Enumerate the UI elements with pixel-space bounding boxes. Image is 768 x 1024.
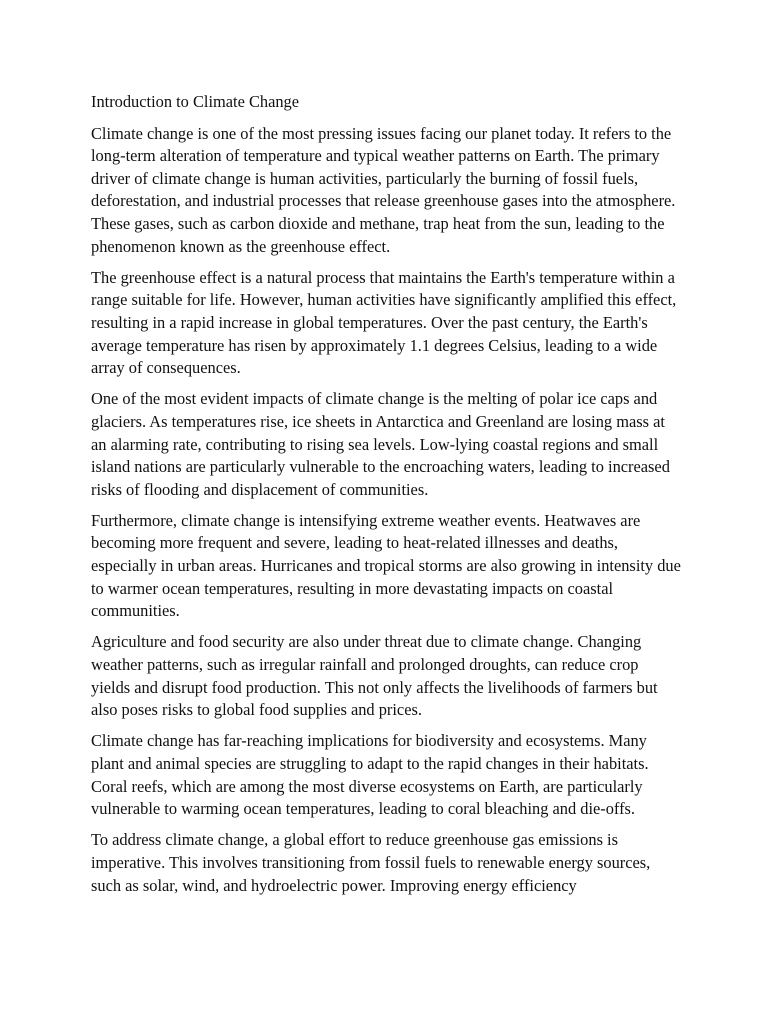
document-body bbox=[91, 91, 681, 906]
paragraph-1: Climate change is one of the most pressing issues facing our planet today. It refers to the long-term alteration of temperature and typical weather patterns on Earth. The primary driver of climate change is human activities, particularly the burning of fossil fuels, deforestation, and industrial processes that release greenhouse gases into the atmosphere. These gases, such as carbon dioxide and methane, trap heat from the sun, leading to the phenomenon known as the greenhouse effect. bbox=[91, 123, 676, 256]
paragraph-3: One of the most evident impacts of climate change is the melting of polar ice caps and glaciers. As temperatures rise, ice sheets in Antarctica and Greenland are losing mass at an alarming rate, contributing to rising sea levels. Low-lying coastal regions and small island nations are particularly vulnerable to the encroaching waters, leading to increased risks of flooding and displacement of communities. bbox=[91, 389, 670, 499]
document-title: Introduction to Climate Change bbox=[91, 92, 300, 111]
paragraph-5: Agriculture and food security are also under threat due to climate change. Changing weather patterns, such as irregular rainfall and prolonged droughts, can reduce crop yields and disrupt food production. This not only affects the livelihoods of farmers but also poses risks to global food supplies and prices. bbox=[91, 632, 658, 720]
paragraph-2: The greenhouse effect is a natural process that maintains the Earth's temperature within a range suitable for life. However, human activities have significantly amplified this effect, resulting in a rapid increase in global temperatures. Over the past century, the Earth's average temperature has risen by approximately 1.1 degrees Celsius, leading to a wide array of consequences. bbox=[91, 267, 677, 378]
paragraph-4: Furthermore, climate change is intensifying extreme weather events. Heatwaves are becoming more frequent and severe, leading to heat-related illnesses and deaths, especially in urban areas. Hurricanes and tropical storms are also growing in intensity due to warmer ocean temperatures, resulting in more devastating impacts on coastal communities. bbox=[91, 510, 681, 621]
paragraph-7: To address climate change, a global effort to reduce greenhouse gas emissions is imperative. This involves transitioning from fossil fuels to renewable energy sources, such as solar, wind, and hydroelectric power. Improving energy efficiency bbox=[91, 830, 651, 895]
paragraph-6: Climate change has far-reaching implications for biodiversity and ecosystems. Many plant and animal species are struggling to adapt to the rapid changes in their habitats. Coral reefs, which are among the most diverse ecosystems on Earth, are particularly vulnerable to warming ocean temperatures, leading to coral bleaching and die-offs. bbox=[91, 731, 649, 819]
